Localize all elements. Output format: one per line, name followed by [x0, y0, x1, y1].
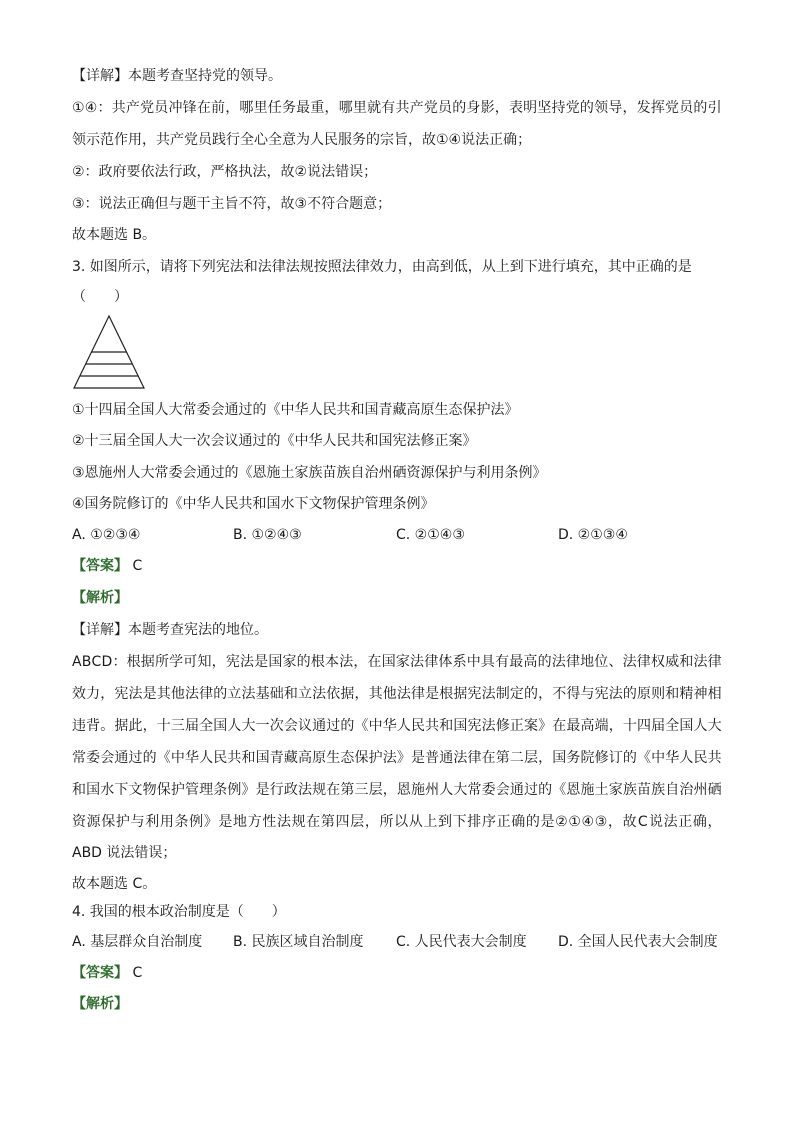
q4-option-c: C. 人民代表大会制度 — [396, 934, 527, 950]
q4-option-d: D. 全国人民代表大会制度 — [558, 934, 718, 950]
q4-option-b: B. 民族区域自治制度 — [233, 934, 364, 950]
q3-option-b: B. ①②④③ — [233, 527, 302, 543]
q3-item-2: ②十三届全国人大一次会议通过的《中华人民共和国宪法修正案》 — [72, 433, 477, 449]
q3-conclusion: 故本题选 C。 — [72, 876, 157, 892]
q3-option-a: A. ①②③④ — [72, 527, 141, 543]
pyramid-diagram — [72, 314, 148, 390]
q3-answer: 【答案】 C — [72, 558, 143, 574]
q3-explanation-line2: 效 力 ， 宪 法 是 其 他 法 律 的 立 法 基 础 和 立 法 依 据 ， 其 他 法 律 是 根 据 宪 法 制 定 的 ， 不 得 与 宪 法 的 原 则 和 精 神 相 — [72, 686, 722, 702]
q3-explanation-line1: A B C D ： 根 据 所 学 可 知 ， 宪 法 是 国 家 的 根 本 法 ， 在 国 家 法 律 体 系 中 具 有 最 高 的 法 律 地 位 、 法 律 权 威 和 法 律 — [72, 654, 722, 670]
q3-explanation-line4: 常 委 会 通 过 的 《 中 华 人 民 共 和 国 青 藏 高 原 生 态 保 护 法 》 是 普 通 法 律 在 第 二 层 ， 国 务 院 修 订 的 《 中 华 人 民 共 — [72, 750, 722, 766]
q2-point-14-line1: ① ④ ： 共 产 党 员 冲 锋 在 前 ， 哪 里 任 务 最 重 ， 哪 里 就 有 共 产 党 员 的 身 影 ， 表 明 坚 持 党 的 领 导 ， 发 挥 党 员 的 引 — [72, 100, 722, 116]
q4-stem: 4. 我国的根本政治制度是（ ） — [72, 904, 286, 920]
q3-option-d: D. ②①③④ — [558, 527, 628, 543]
q3-explanation-line6: 资 源 保 护 与 利 用 条 例 》 是 地 方 性 法 规 在 第 四 层 ， 所 以 从 上 到 下 排 序 正 确 的 是 ② ① ④ ③ ， 故 C 说 法 正 确 ， — [72, 814, 722, 830]
q3-detail: 【详解】本题考查宪法的地位。 — [72, 622, 268, 638]
q3-item-3: ③恩施州人大常委会通过的《恩施土家族苗族自治州硒资源保护与利用条例》 — [72, 465, 547, 481]
q2-point-3: ③：说法正确但与题干主旨不符，故③不符合题意； — [72, 196, 392, 212]
q2-conclusion: 故本题选 B。 — [72, 227, 157, 243]
q4-analysis-label: 【解析】 — [72, 996, 128, 1012]
q3-analysis-label: 【解析】 — [72, 590, 128, 606]
q3-explanation-line3: 违 背 。 据 此 ， 十 三 届 全 国 人 大 一 次 会 议 通 过 的 《 中 华 人 民 共 和 国 宪 法 修 正 案 》 在 最 高 端 ， 十 四 届 全 国 人 大 — [72, 718, 722, 734]
q3-stem-line2: （ ） — [72, 289, 128, 305]
q4-options — [72, 932, 732, 952]
q3-stem-line1: 3. 如图所示，请将下列宪法和法律法规按照法律效力，由高到低，从上到下进行填充，其中正确的是 — [72, 259, 692, 275]
q2-detail: 【详解】本题考查坚持党的领导。 — [72, 68, 282, 84]
q3-item-4: ④国务院修订的《中华人民共和国水下文物保护管理条例》 — [72, 496, 435, 512]
q4-option-a: A. 基层群众自治制度 — [72, 934, 203, 950]
q3-option-c: C. ②①④③ — [396, 527, 465, 543]
q3-options — [72, 525, 732, 545]
q4-answer: 【答案】 C — [72, 965, 143, 981]
q3-explanation-line5: 和 国 水 下 文 物 保 护 管 理 条 例 》 是 行 政 法 规 在 第 三 层 ， 恩 施 州 人 大 常 委 会 通 过 的 《 恩 施 土 家 族 苗 族 自 治 州 硒 — [72, 782, 722, 798]
q3-item-1: ①十四届全国人大常委会通过的《中华人民共和国青藏高原生态保护法》 — [72, 402, 519, 418]
q3-explanation-line7: ABD 说法错误； — [72, 845, 177, 861]
q2-point-14-line2: 领示范作用，共产党员践行全心全意为人民服务的宗旨，故①④说法正确； — [72, 132, 532, 148]
q2-point-2: ②：政府要依法行政，严格执法，故②说法错误； — [72, 164, 378, 180]
